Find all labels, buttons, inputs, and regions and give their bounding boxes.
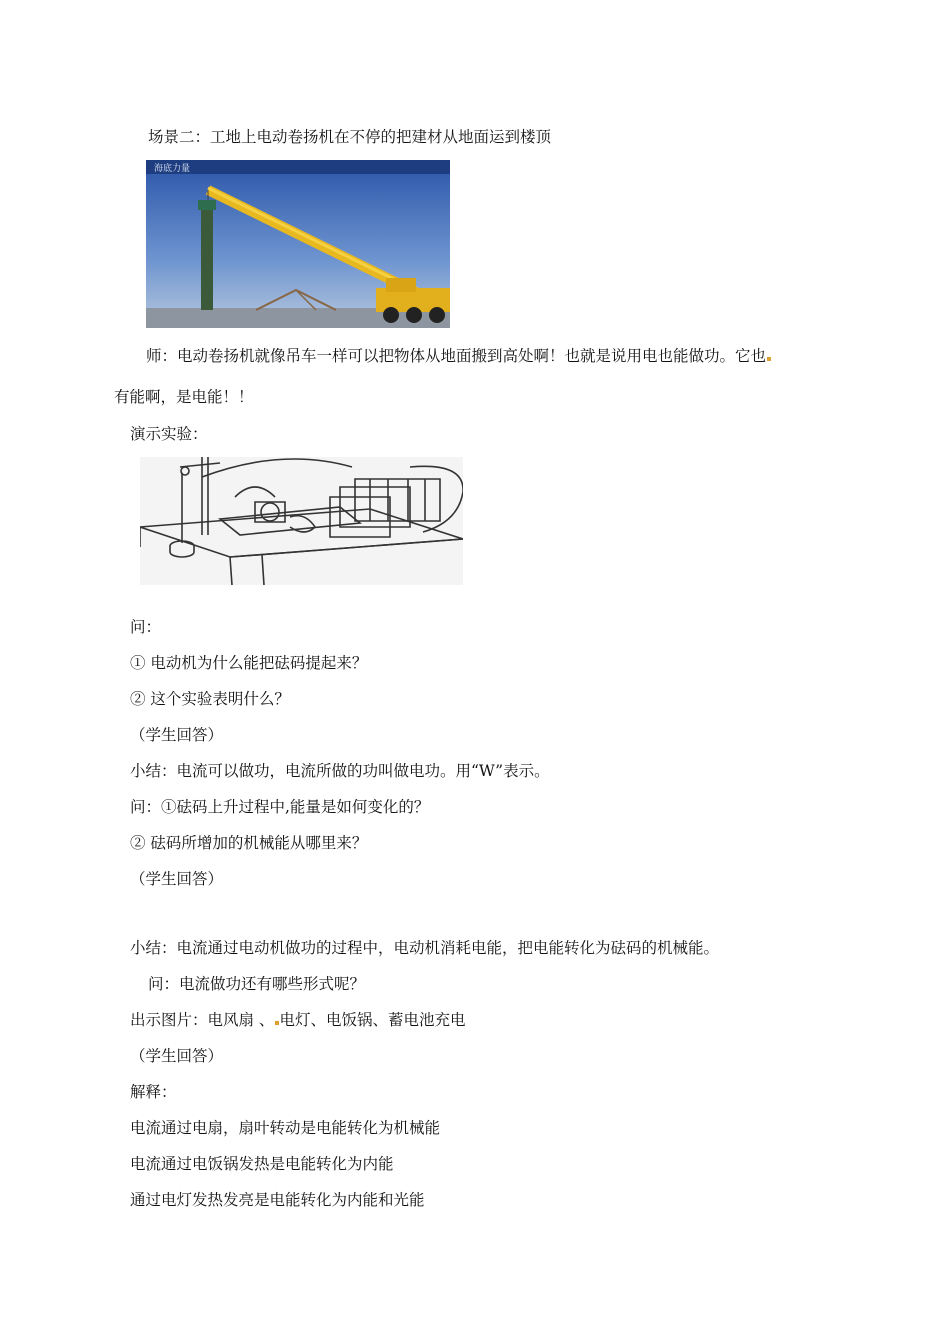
question-5: 问：电流做功还有哪些形式呢？ [148,975,366,993]
crane-caption: 海底力量 [154,164,191,174]
show-pictures-b: 电灯、电饭锅、蓄电池充电 [279,1011,466,1029]
question-2: ② 这个实验表明什么？ [130,690,290,708]
demo-heading: 演示实验： [130,425,208,443]
teacher-line-1 [146,346,771,366]
explain-heading: 解释： [130,1083,177,1101]
explain-lamp: 通过电灯发热发亮是电能转化为内能和光能 [130,1191,425,1209]
show-pictures [130,1010,465,1030]
crane-photo [146,160,450,328]
edit-mark-icon [767,357,771,361]
question-1: ① 电动机为什么能把砝码提起来？ [130,654,368,672]
show-pictures-a: 出示图片：电风扇 、 [130,1011,275,1029]
question-4: ② 砝码所增加的机械能从哪里来？ [130,834,368,852]
teacher-line-1-text: 师：电动卷扬机就像吊车一样可以把物体从地面搬到高处啊！也就是说用电也能做功。它也 [146,347,767,365]
summary-2: 小结：电流通过电动机做功的过程中，电动机消耗电能，把电能转化为砝码的机械能。 [130,939,720,957]
teacher-line-2: 有能啊，是电能！！ [114,388,254,406]
question-3: 问：①砝码上升过程中,能量是如何变化的？ [130,798,430,816]
summary-1: 小结：电流可以做功，电流所做的功叫做电功。用“W”表示。 [130,762,550,780]
student-answer-3: （学生回答） [130,1047,224,1065]
question-label: 问： [130,618,162,636]
student-answer-2: （学生回答） [130,870,224,888]
student-answer-1: （学生回答） [130,726,224,744]
explain-rice-cooker: 电流通过电饭锅发热是电能转化为内能 [130,1155,394,1173]
scene-two-heading: 场景二：工地上电动卷扬机在不停的把建材从地面运到楼顶 [148,128,552,146]
experiment-diagram [140,457,463,585]
explain-fan: 电流通过电扇，扇叶转动是电能转化为机械能 [130,1119,441,1137]
